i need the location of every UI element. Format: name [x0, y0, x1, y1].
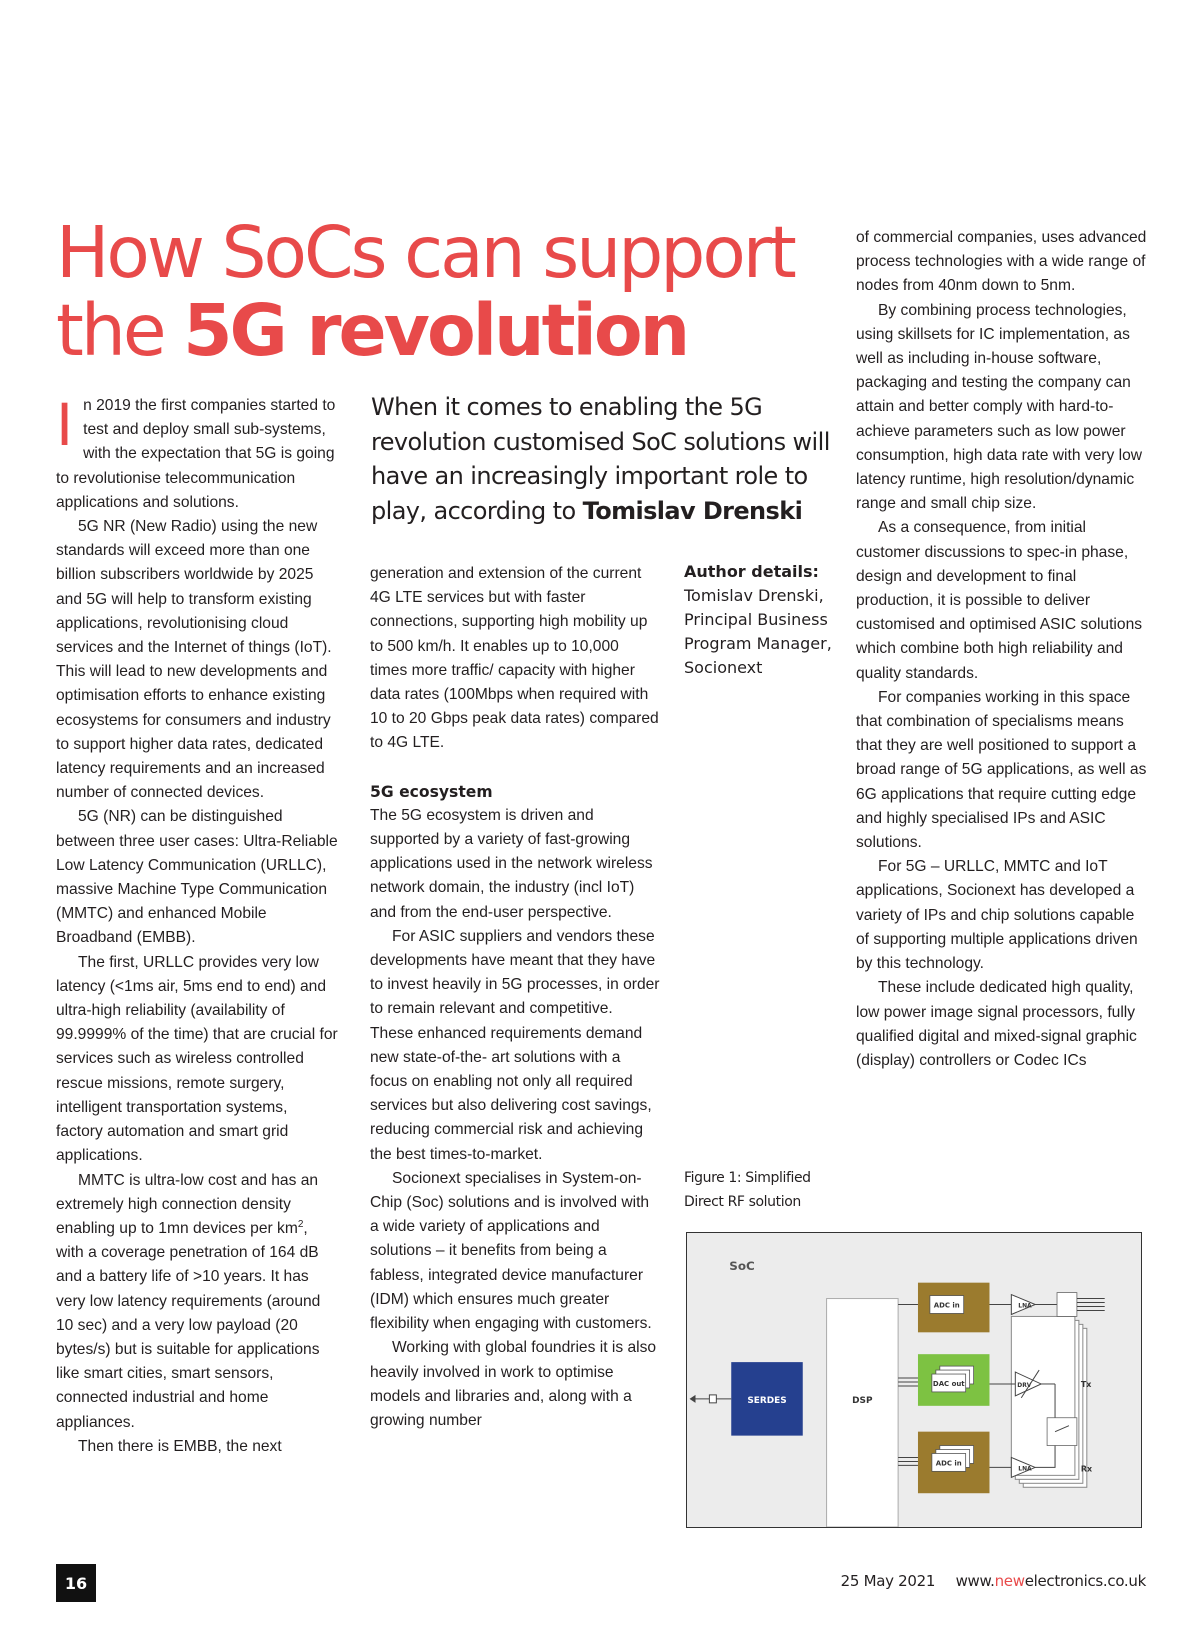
author-details [684, 560, 834, 680]
tx-label: Tx [1080, 1379, 1092, 1389]
col4-paragraph: By combining process technologies, using skillsets for IC implementation, as well as including in-house software, packaging and testing the company can attain and better comply with hard-to-achieve parameters such as low power consumption, high data rate with very low latency runtime, high resolution/dynamic range and small chip size. [856, 301, 1143, 513]
title-line-1: How SoCs can support [56, 211, 794, 294]
col4-paragraph: As a consequence, from initial customer discussions to spec-in phase, design and development to final production, it is possible to deliver customised and optimised ASIC solutions which combine both high reliability and quality standards. [856, 519, 1143, 682]
standfirst-text: When it comes to enabling the 5G revolution customised SoC solutions will have an increasingly important role to play, according to [371, 393, 830, 525]
standfirst-author: Tomislav Drenski [582, 496, 803, 525]
title-line-2-regular: the [56, 289, 184, 372]
url-suffix: electronics.co.uk [1024, 1572, 1146, 1590]
tx-rx-switch [1047, 1418, 1077, 1446]
dac-label: DAC out [932, 1379, 965, 1388]
lna-label-bottom: LNA [1018, 1465, 1032, 1473]
rx-label: Rx [1080, 1464, 1093, 1474]
column-4 [856, 226, 1148, 1073]
figure-caption: Figure 1: Simplified Direct RF solution [684, 1170, 811, 1210]
soc-label: SoC [729, 1258, 755, 1273]
antenna-block-top [1057, 1293, 1077, 1317]
col2-paragraph: generation and extension of the current 4G LTE services but with faster connections, supporting high mobility up to 500 km/h. It enables up to 10,000 times more traffic/ capacity with higher data rates (100Mbps when required with 10 to 20 Gbps peak data rates) compared to 4G LTE. [370, 565, 659, 752]
col1-paragraph: Then there is EMBB, the next [78, 1437, 282, 1455]
title-line-2-bold: 5G revolution [183, 289, 688, 372]
col2-paragraph: The 5G ecosystem is driven and supported by a variety of fast-growing applications used in the network wireless network domain, the industry (incl IoT) and from the end-user perspective. [370, 806, 653, 921]
col1-intro-text: n 2019 the first companies started to test and deploy small sub-systems, with the expectation that 5G is going to revolutionise telecommunication applications and solutions. [56, 397, 336, 511]
rf-diagram-svg [687, 1233, 1141, 1527]
footer-url[interactable] [956, 1572, 1146, 1590]
column-1 [56, 391, 338, 1459]
lna-label-top: LNA [1018, 1302, 1032, 1310]
drv-label: DRV [1017, 1381, 1032, 1389]
dsp-label: DSP [852, 1395, 873, 1406]
serdes-connector-icon [709, 1395, 716, 1403]
col1-paragraph: 5G NR (New Radio) using the new standards will exceed more than one billion subscribers worldwide by 2025 and 5G will help to transform existing applications, revolutionising cloud services and the Internet of things (IoT). This will lead to new developments and optimisation efforts to enhance existing ecosystems for consumers and industry to support higher data rates, dedicated latency requirements and an increased number of connected devices. [56, 518, 332, 802]
standfirst [371, 390, 831, 528]
col1-paragraph-mmtc [56, 1169, 338, 1435]
rf-page-front [1011, 1316, 1075, 1475]
col1-paragraph-intro [56, 391, 338, 515]
col2-paragraph: Working with global foundries it is also heavily involved in work to optimise models and libraries and, along with a growing number [370, 1339, 657, 1429]
mmtc-text-a: MMTC is ultra-low cost and has an extremely high connection density enabling up to 1mn devices per km [56, 1171, 319, 1237]
col4-paragraph: These include dedicated high quality, low power image signal processors, fully qualified digital and mixed-signal graphic (display) controllers or Codec ICs [856, 979, 1137, 1069]
url-accent: new [994, 1572, 1025, 1590]
page-number: 16 [56, 1564, 96, 1602]
adc-label-top: ADC in [933, 1301, 960, 1310]
drop-cap: I [56, 391, 74, 459]
figure-rf-diagram [686, 1232, 1142, 1528]
author-details-body: Tomislav Drenski, Principal Business Program Manager, Socionext [684, 586, 832, 677]
col4-paragraph: of commercial companies, uses advanced process technologies with a wide range of nodes from 40nm down to 5nm. [856, 229, 1147, 295]
article-title [56, 211, 816, 372]
section-subhead: 5G ecosystem [370, 782, 493, 801]
footer-date: 25 May 2021 [840, 1572, 936, 1590]
adc-label-bottom: ADC in [935, 1459, 962, 1468]
url-prefix: www. [955, 1572, 995, 1590]
author-details-heading: Author details: [684, 562, 819, 581]
dsp-block [827, 1299, 899, 1527]
col4-paragraph: For 5G – URLLC, MMTC and IoT applications, Socionext has developed a variety of IPs and chip solutions capable of supporting multiple applications driven by this technology. [856, 858, 1138, 973]
col1-paragraph: The first, URLLC provides very low latency (<1ms air, 5ms end to end) and ultra-high reliability (availability of 99.9999% of the time) that are crucial for services such as wireless controlled rescue missions, remote surgery, intelligent transportation systems, factory automation and smart grid applications. [56, 953, 338, 1165]
col4-paragraph: For companies working in this space that combination of specialisms means that they are well positioned to support a broad range of 5G applications, as well as 6G applications that require cutting edge and highly specialised IPs and ASIC solutions. [856, 688, 1147, 852]
col2-paragraph: Socionext specialises in System-on-Chip (Soc) solutions and is involved with a wide variety of applications and solutions – it benefits from being a fabless, integrated device manufacturer (IDM) which ensures much greater flexibility when engaging with customers. [370, 1169, 652, 1333]
column-2 [370, 562, 660, 1433]
serdes-label: SERDES [747, 1395, 787, 1406]
col1-paragraph: 5G (NR) can be distinguished between three user cases: Ultra-Reliable Low Latency Communication (URLLC), massive Machine Type Communication (MMTC) and enhanced Mobile Broadband (EMBB). [56, 808, 338, 947]
superscript-2: 2 [297, 1218, 304, 1230]
mmtc-text-b: , with a coverage penetration of 164 dB and a battery life of >10 years. It has very low latency requirements (around 10 sec) and a very low payload (20 bytes/s) but is suitable for applications like smart cities, smart sensors, connected industrial and home appliances. [56, 1219, 321, 1431]
col2-paragraph: For ASIC suppliers and vendors these developments have meant that they have to invest heavily in 5G processes, in order to remain relevant and competitive. These enhanced requirements demand new state-of-the- art solutions with a focus on enabling not only all required services but also delivering cost savings, reducing commercial risk and achieving the best times-to-market. [370, 927, 660, 1163]
footer [841, 1572, 1146, 1590]
